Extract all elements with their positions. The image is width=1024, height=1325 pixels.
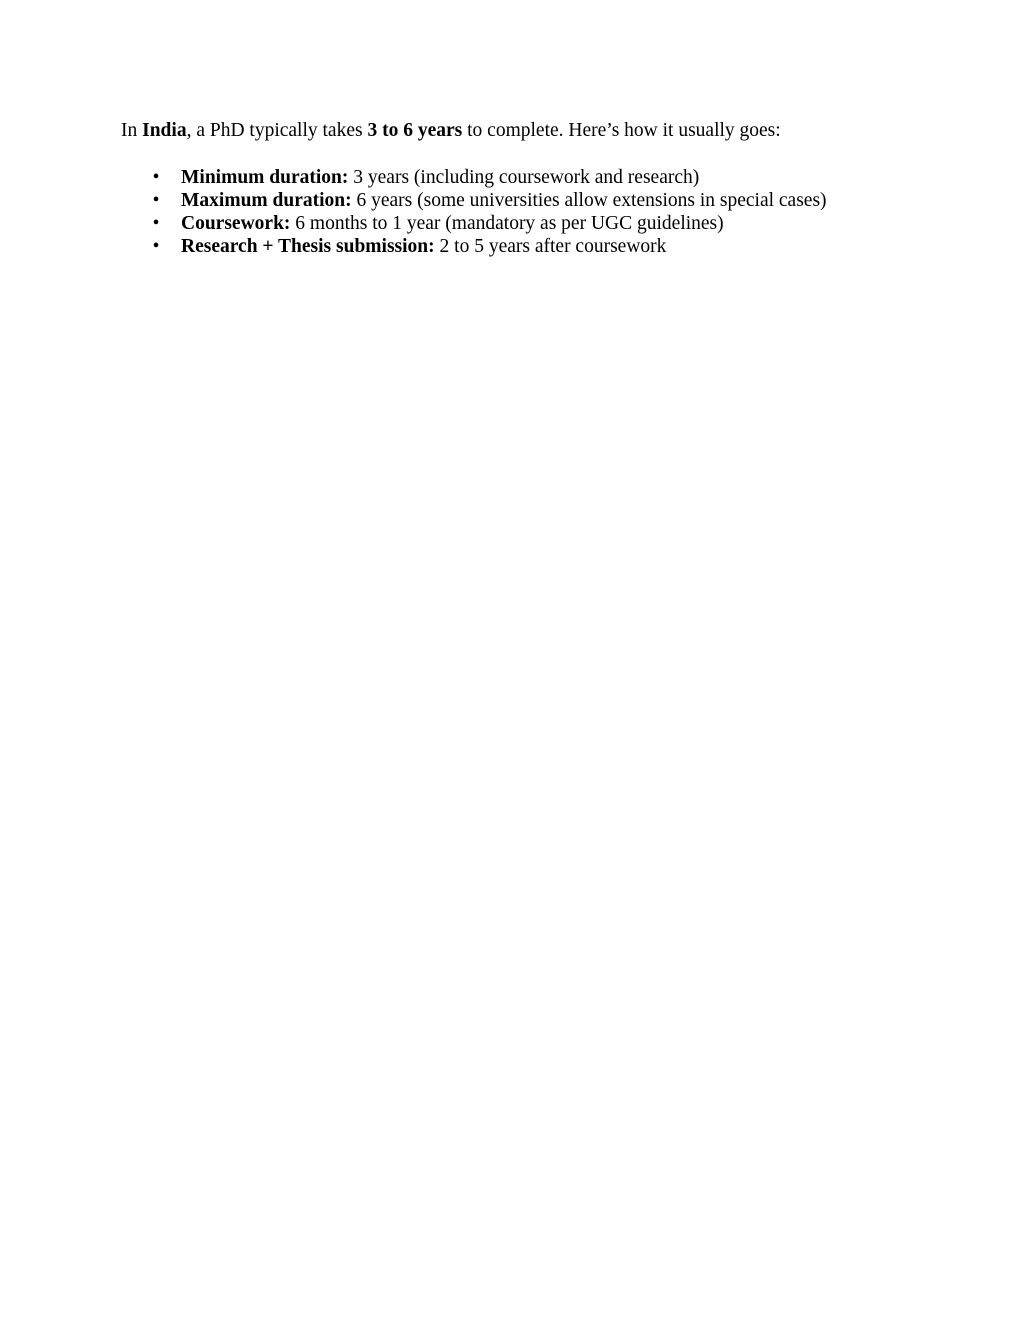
item-text: 2 to 5 years after coursework xyxy=(434,236,667,257)
intro-duration: 3 to 6 years xyxy=(367,120,463,141)
duration-list xyxy=(121,166,921,258)
intro-text-3: to complete. Here’s how it usually goes: xyxy=(462,120,781,141)
item-text: 6 years (some universities allow extensions in special cases) xyxy=(351,190,827,211)
intro-paragraph xyxy=(121,119,921,142)
bullet-icon: • xyxy=(152,236,160,257)
bullet-icon: • xyxy=(152,190,160,211)
intro-text-1: In xyxy=(121,120,143,141)
item-label: Minimum duration: xyxy=(181,167,349,188)
list-item xyxy=(121,166,921,189)
list-item xyxy=(121,235,921,258)
intro-text-2: , a PhD typically takes xyxy=(186,120,368,141)
bullet-icon: • xyxy=(152,213,160,234)
item-label: Research + Thesis submission: xyxy=(181,236,435,257)
list-item xyxy=(121,212,921,235)
intro-country: India xyxy=(142,120,187,141)
list-item xyxy=(121,189,921,212)
item-text: 6 months to 1 year (mandatory as per UGC guidelines) xyxy=(290,213,724,234)
item-text: 3 years (including coursework and research) xyxy=(348,167,700,188)
item-label: Coursework: xyxy=(181,213,291,234)
item-label: Maximum duration: xyxy=(181,190,352,211)
bullet-icon: • xyxy=(152,167,160,188)
document-body xyxy=(121,119,921,258)
